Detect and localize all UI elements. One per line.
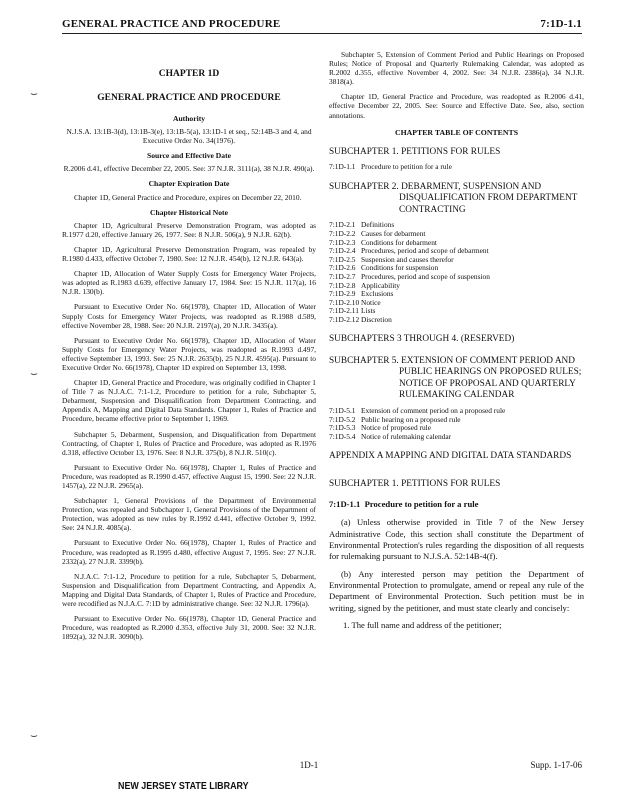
section-number: 7:1D-1.1 — [329, 499, 361, 510]
toc-item[interactable]: 7:1D-2.2 Causes for debarment — [329, 228, 426, 238]
toc-item[interactable]: 7:1D-5.3 Notice of proposed rule — [329, 423, 431, 433]
toc-subchapter-2: SUBCHAPTER 2. DEBARMENT, SUSPENSION AND DISQUALIFICATION FROM DEPARTMENT CONTRACTING — [329, 181, 578, 215]
toc-subchapters-3-4: SUBCHAPTERS 3 THROUGH 4. (RESERVED) — [329, 334, 515, 345]
source-text: R.2006 d.41, effective December 22, 2005. See: 37 N.J.R. 3111(a), 38 N.J.R. 490(a). — [63, 164, 315, 174]
paragraph-a: (a) Unless otherwise provided in Title 7 of the New Jersey Administrative Code, this section shall constitute the Department of Environmental Protection's rules regarding the disposition of all requests for rulemaking pursuant to N.J.S.A. 52:14B-4(f). — [329, 517, 584, 562]
toc-item[interactable]: 7:1D-2.3 Conditions for debarment — [329, 237, 437, 247]
chapter-number: CHAPTER 1D — [158, 69, 220, 79]
toc-item[interactable]: 7:1D-5.2 Public hearing on a proposed rule — [329, 414, 461, 424]
page-number: 1D-1 — [299, 760, 319, 770]
toc-subchapter-5: SUBCHAPTER 5. EXTENSION OF COMMENT PERIOD AND PUBLIC HEARINGS ON PROPOSED RULES; NOTICE OF PROPOSAL AND QUARTERLY RULEMAKING CALENDAR — [329, 355, 582, 401]
list-item-1: 1. The full name and address of the petitioner; — [343, 619, 502, 630]
source-heading: Source and Effective Date — [146, 151, 231, 161]
toc-subchapter-1: SUBCHAPTER 1. PETITIONS FOR RULES — [329, 146, 501, 157]
toc-item[interactable]: 7:1D-2.5 Suspension and causes therefor — [329, 254, 454, 264]
history-note: Chapter 1D, General Practice and Procedure, was originally codified in Chapter 1 of Title 7 as N.J.A.C. 7:1-1.2, Procedure to petition for a rule, Subchapter 5, Debarment, Suspension and Disqualification from Department Contracting, and Appendix A, Mapping and Digital Data Standards. Chapter 1, Rules of Practice and Procedure, became effective prior to September 1, 1969. — [62, 378, 316, 424]
subchapter-1-heading: SUBCHAPTER 1. PETITIONS FOR RULES — [329, 478, 501, 489]
toc-item[interactable]: 7:1D-5.1 Extension of comment period on a proposed rule — [329, 405, 506, 415]
toc-item[interactable]: 7:1D-1.1 Procedure to petition for a rule — [329, 162, 452, 172]
history-note: N.J.A.C. 7:1-1.2, Procedure to petition for a rule, Subchapter 5, Debarment, Suspension and Disqualification from Department Contracting, and Appendix A, Mapping and Digital Data Standards, of Chapter 1, Rules of Practice and Procedure, were recodified as N.J.A.C. 7:1D by administrative change. See: 32 N.J.R. 1796(a). — [62, 571, 316, 609]
history-note: Chapter 1D, Allocation of Water Supply Costs for Emergency Water Projects, was adopted as R.1983 d.639, effective January 17, 1984. See: 15 N.J.R. 117(a), 16 N.J.R. 130(b). — [62, 269, 316, 297]
authority-heading: Authority — [172, 114, 206, 123]
expiration-heading: Chapter Expiration Date — [148, 179, 230, 189]
toc-item[interactable]: 7:1D-2.7 Procedures, period and scope of suspension — [329, 271, 490, 281]
toc-item[interactable]: 7:1D-5.4 Notice of rulemaking calendar — [329, 431, 452, 441]
history-note: Chapter 1D, General Practice and Procedure, was readopted as R.2006 d.41, effective December 22, 2005. See: Source and Effective Date. See, also, section annotations. — [329, 92, 584, 120]
history-note: Pursuant to Executive Order No. 66(1978), Chapter 1, Rules of Practice and Procedure, was readopted as R.1990 d.457, effective August 15, 1990. See: 22 N.J.R. 1457(a), 22 N.J.R. 2965(a). — [62, 462, 316, 490]
toc-item[interactable]: 7:1D-2.10 Notice — [329, 297, 381, 307]
authority-text: N.J.S.A. 13:1B-3(d), 13:1B-3(e), 13:1B-5(a), 13:1D-1 et seq., 52:14B-3 and 4, and Executive Order No. 34(1976). — [66, 127, 312, 146]
history-note: Chapter 1D, Agricultural Preserve Demonstration Program, was repealed by R.1980 d.433, effective October 7, 1980. See: 12 N.J.R. 454(b), 12 N.J.R. 643(a). — [62, 244, 316, 264]
section-heading — [329, 500, 584, 509]
toc-item[interactable]: 7:1D-2.4 Procedures, period and scope of debarment — [329, 246, 489, 256]
history-note: Subchapter 1, General Provisions of the Department of Environmental Protection, was repealed and Subchapter 1, General Provisions of the Department of Protection, was adopted as new rules by R.1992 d.441, effective October 9, 1992. See: 24 N.J.R. 4085(a). — [62, 496, 316, 533]
toc-appendix-a: APPENDIX A MAPPING AND DIGITAL DATA STANDARDS — [329, 451, 572, 462]
history-heading: Chapter Historical Note — [150, 207, 228, 217]
left-column — [62, 50, 316, 647]
history-note: Pursuant to Executive Order No. 66(1978), Chapter 1, Rules of Practice and Procedure, was readopted as R.1995 d.480, effective August 7, 1995. See: 27 N.J.R. 2332(a), 27 N.J.R. 3399(b). — [62, 538, 316, 566]
toc-item[interactable]: 7:1D-2.11 Lists — [329, 306, 376, 316]
section-title: Procedure to petition for a rule — [364, 499, 479, 510]
supplement-date: Supp. 1-17-06 — [530, 760, 582, 770]
toc-heading: CHAPTER TABLE OF CONTENTS — [394, 127, 519, 137]
header-title: GENERAL PRACTICE AND PROCEDURE — [62, 18, 281, 30]
punch-mark: ⌣ — [30, 86, 38, 100]
punch-mark: ⌣ — [30, 366, 38, 380]
expiration-text: Chapter 1D, General Practice and Procedure, expires on December 22, 2010. — [74, 192, 302, 202]
history-note: Pursuant to Executive Order No. 66(1978), Chapter 1D, Allocation of Water Supply Costs for Emergency Water Projects, was readopted as R.1993 d.497, effective September 13, 1993. See: 25 N.J.R. 2635(b), 25 N.J.R. 4595(a). Pursuant to Executive Order No. 66(1978), Chapter 1D expired on September 13, 1998. — [62, 335, 316, 372]
toc-item[interactable]: 7:1D-2.12 Discretion — [329, 314, 392, 324]
library-stamp: NEW JERSEY STATE LIBRARY — [118, 780, 249, 792]
running-header — [62, 18, 582, 34]
right-column — [329, 50, 584, 637]
paragraph-b: (b) Any interested person may petition the Department of Environmental Protection to promulgate, amend or repeal any rule of the Department of Environmental Protection. Such petition must be in writing, signed by the petitioner, and must state clearly and concisely: — [329, 568, 584, 613]
punch-mark: ⌣ — [30, 728, 38, 742]
history-note: Pursuant to Executive Order No. 66(1978), Chapter 1D, Allocation of Water Supply Costs for Emergency Water Projects, was readopted as R.1988 d.589, effective November 28, 1988. See: 20 N.J.R. 2197(a), 20 N.J.R. 3435(a). — [62, 302, 316, 330]
history-note: Chapter 1D, Agricultural Preserve Demonstration Program, was adopted as R.1977 d.20, effective January 26, 1977. See: 8 N.J.R. 506(a), 9 N.J.R. 62(b). — [62, 220, 316, 239]
history-note: Subchapter 5, Extension of Comment Period and Public Hearings on Proposed Rules; Notice of Proposal and Quarterly Rulemaking Calendar, was adopted as R.2002 d.355, effective November 4, 2002. See: 34 N.J.R. 2386(a), 34 N.J.R. 3818(a). — [329, 50, 584, 87]
history-note: Pursuant to Executive Order No. 66(1978), Chapter 1D, General Practice and Procedure, was readopted as R.2000 d.353, effective July 31, 2000. See: 32 N.J.R. 1892(a), 32 N.J.R. 3090(b). — [62, 614, 316, 642]
toc-item[interactable]: 7:1D-2.6 Conditions for suspension — [329, 263, 439, 273]
chapter-title: GENERAL PRACTICE AND PROCEDURE — [97, 93, 281, 103]
toc-item[interactable]: 7:1D-2.1 Definitions — [329, 220, 395, 230]
toc-item[interactable]: 7:1D-2.9 Exclusions — [329, 289, 394, 299]
header-section: 7:1D-1.1 — [540, 18, 582, 30]
history-note: Subchapter 5, Debarment, Suspension, and Disqualification from Department Contracting, of Chapter 1, Rules of Practice and Procedure, was adopted as R.1976 d.318, effective October 13, 1976. See: 8 N.J.R. 375(b), 8 N.J.R. 510(c). — [62, 429, 316, 457]
toc-item[interactable]: 7:1D-2.8 Applicability — [329, 280, 400, 290]
